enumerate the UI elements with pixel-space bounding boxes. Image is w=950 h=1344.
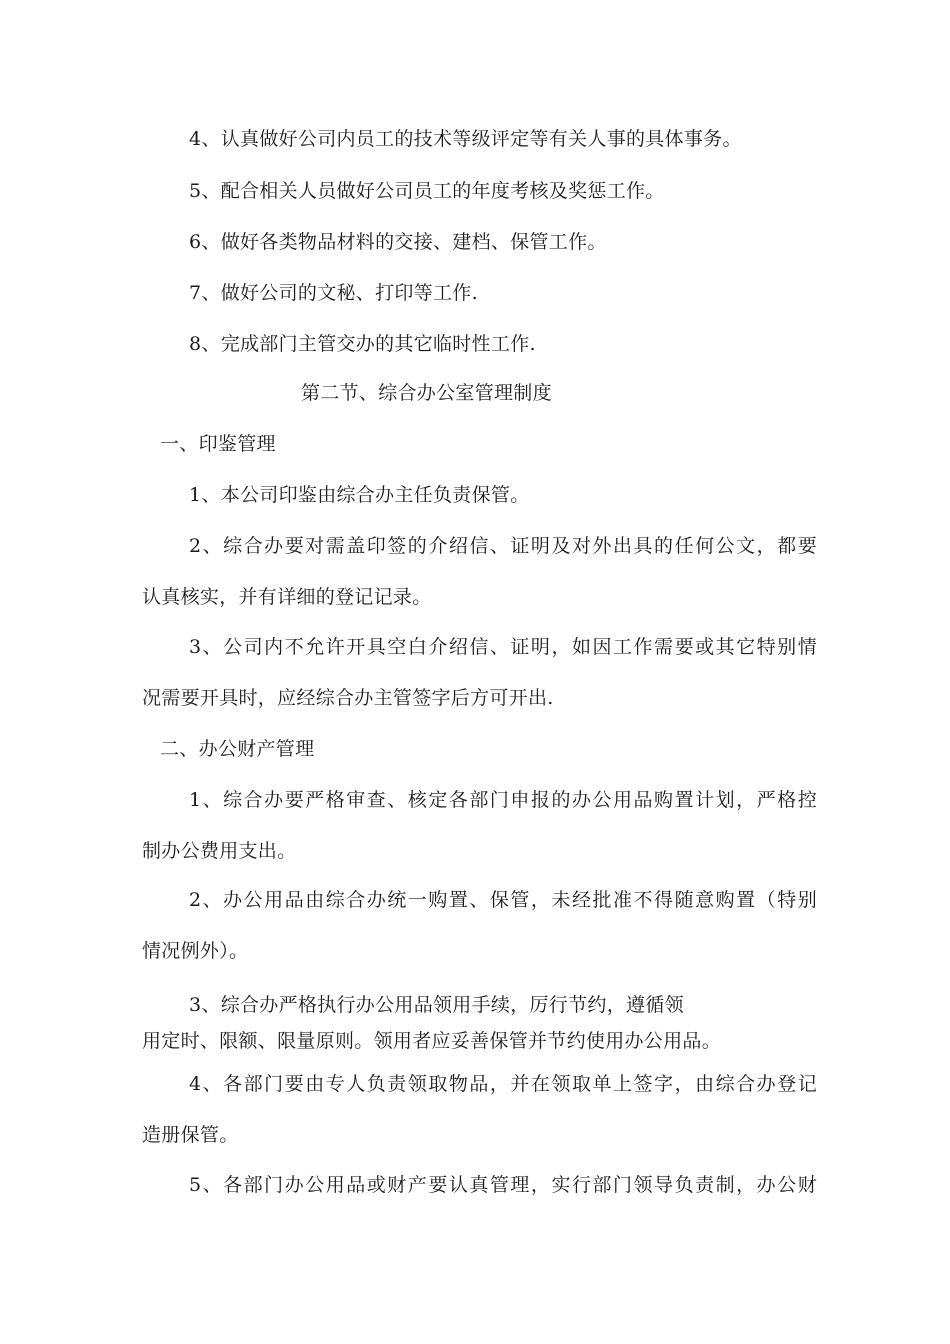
- seal-item-1: 1、本公司印鉴由综合办主任负责保管。: [189, 484, 530, 506]
- property-management-heading: 二、办公财产管理: [160, 738, 315, 760]
- property-item-4-line-2: 造册保管。: [142, 1124, 239, 1146]
- property-item-2-line-1: 2、办公用品由综合办统一购置、保管，未经批准不得随意购置（特别: [189, 889, 817, 911]
- duty-item-8: 8、完成部门主管交办的其它临时性工作.: [189, 333, 536, 355]
- seal-item-2-line-2: 认真核实，并有详细的登记记录。: [142, 586, 432, 608]
- property-item-1-line-1: 1、综合办要严格审查、核定各部门申报的办公用品购置计划，严格控: [189, 789, 817, 811]
- duty-item-4: 4、认真做好公司内员工的技术等级评定等有关人事的具体事务。: [189, 128, 742, 150]
- seal-item-3-line-2: 况需要开具时，应经综合办主管签字后方可开出.: [142, 687, 554, 709]
- property-item-2-line-2: 情况例外）。: [142, 940, 249, 962]
- property-item-3-line-2: 用定时、限额、限量原则。领用者应妥善保管并节约使用办公用品。: [142, 1030, 722, 1052]
- duty-item-7: 7、做好公司的文秘、打印等工作.: [189, 282, 478, 304]
- property-item-4-line-1: 4、各部门要由专人负责领取物品，并在领取单上签字，由综合办登记: [189, 1073, 817, 1095]
- seal-management-heading: 一、印鉴管理: [160, 433, 276, 455]
- property-item-1-line-2: 制办公费用支出。: [142, 840, 297, 862]
- seal-item-3-line-1: 3、公司内不允许开具空白介绍信、证明，如因工作需要或其它特别情: [189, 636, 817, 658]
- section-title: 第二节、综合办公室管理制度: [301, 382, 552, 404]
- property-item-5-line-1: 5、各部门办公用品或财产要认真管理，实行部门领导负责制，办公财: [189, 1174, 817, 1196]
- property-item-3-line-1: 3、综合办严格执行办公用品领用手续，厉行节约，遵循领: [189, 994, 684, 1016]
- duty-item-6: 6、做好各类物品材料的交接、建档、保管工作。: [189, 231, 607, 253]
- seal-item-2-line-1: 2、综合办要对需盖印签的介绍信、证明及对外出具的任何公文，都要: [189, 535, 817, 557]
- duty-item-5: 5、配合相关人员做好公司员工的年度考核及奖惩工作。: [189, 180, 665, 202]
